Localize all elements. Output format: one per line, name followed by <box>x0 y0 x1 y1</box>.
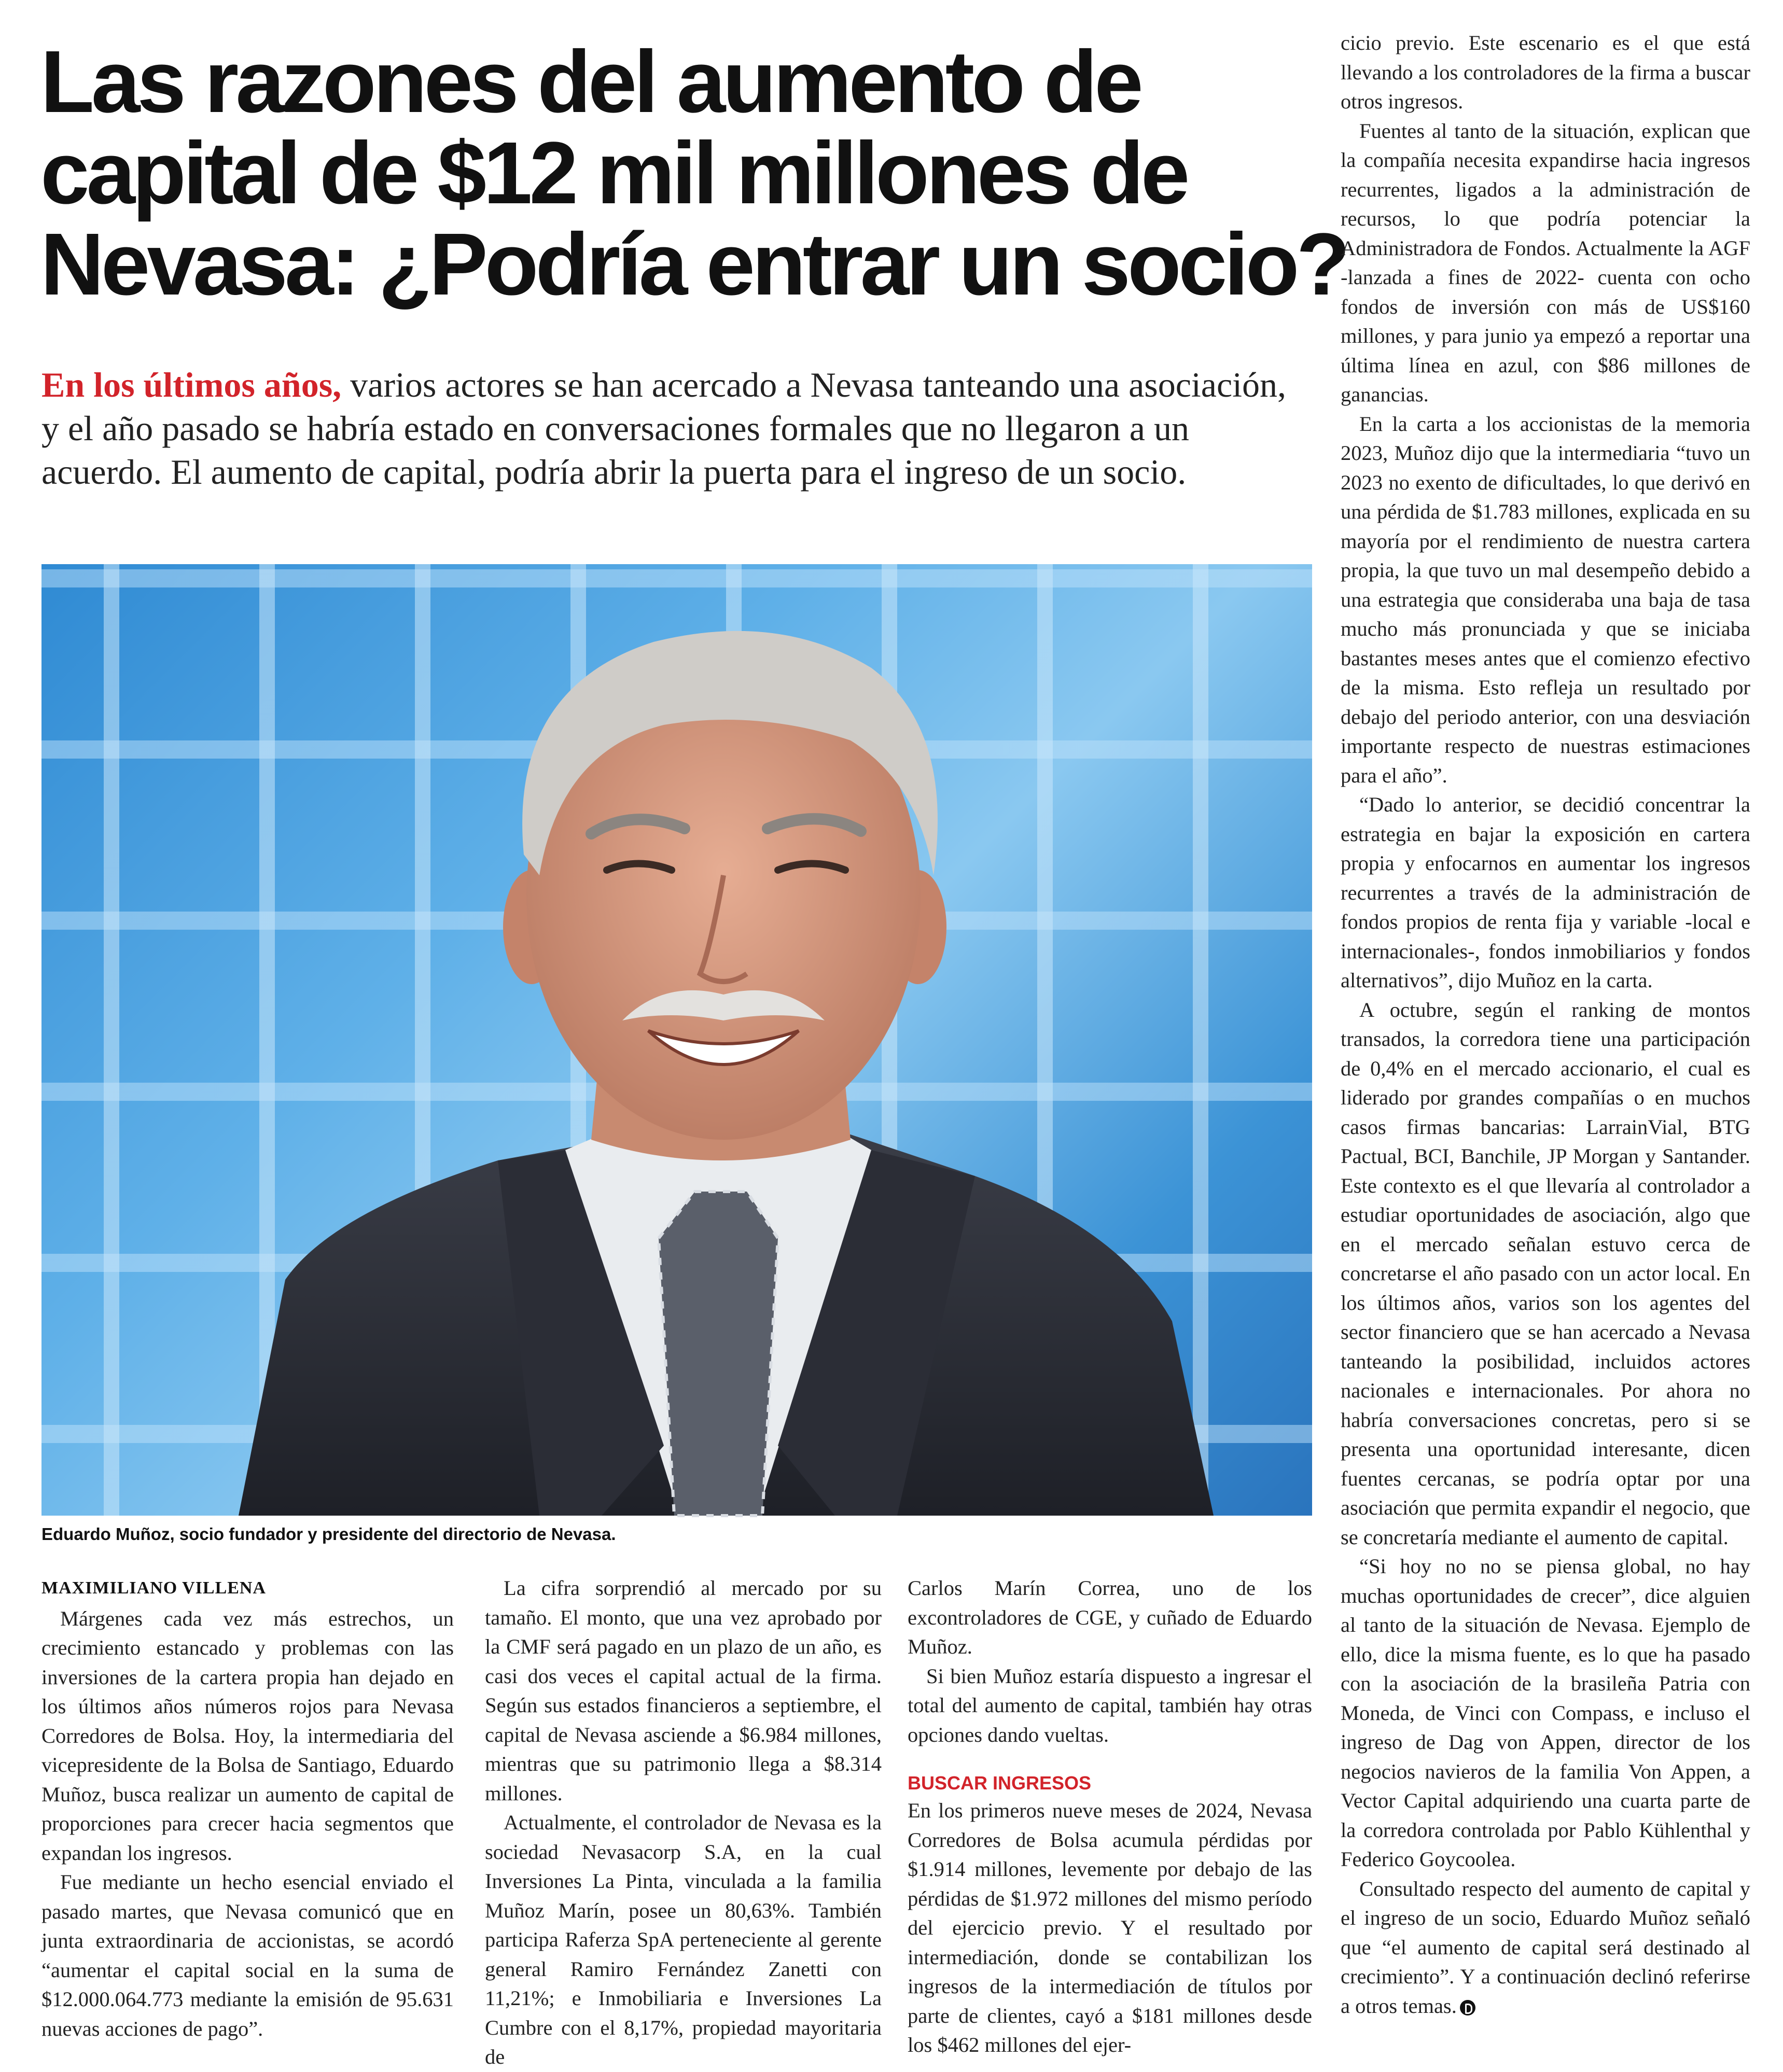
paragraph: “Dado lo anterior, se decidió concentrar la estrategia en bajar la exposición en cartera propia y enfocarnos en aumentar los ingresos recurrentes a través de la administración de fondos propios de renta fija y variable -local e internacionales-, fondos inmobiliarios y fondos alternativos”, dijo Muñoz en la carta. <box>1341 793 1750 992</box>
paragraph: Carlos Marín Correa, uno de los excontroladores de CGE, y cuñado de Eduardo Muñoz. <box>908 1576 1312 1658</box>
paragraph: En la carta a los accionistas de la memoria 2023, Muñoz dijo que la intermediaria “tuvo un 2023 no exento de dificultades, lo que derivó en una pérdida de $1.783 millones, explicada en su mayoría por el rendimiento de nuestra cartera propia, la que tuvo un mal desempeño debido a una estrategia que consideraba una baja de tasa mucho más pronunciada y que se iniciaba bastantes meses antes que el comienzo efectivo de la misma. Esto refleja un resultado por debajo del periodo anterior, con una desviación importante respecto de nuestras estimaciones para el año”. <box>1341 412 1750 787</box>
lede-lead: En los últimos años, <box>41 365 342 404</box>
last-paragraph-text: Consultado respecto del aumento de capital y el ingreso de un socio, Eduardo Muñoz señaló que “el aumento de capital será destinado al crecimiento”. Y a continuación declinó referirse a otros temas. <box>1341 1877 1750 2018</box>
byline: MAXIMILIANO VILLENA <box>41 1578 267 1598</box>
headline-line-3: Nevasa: ¿Podría entrar un socio? <box>40 215 1347 314</box>
portrait-photo <box>41 564 1312 1516</box>
paragraph: A octubre, según el ranking de montos transados, la corredora tiene una participación de 0,4% en el mercado accionario, el cual es liderado por grandes compañías o en muchos casos firmas bancarias: LarrainVial, BTG Pactual, BCI, Banchile, JP Morgan y Santander. Este contexto es el que llevaría al controlador a estudiar oportunidades de asociación, algo que en el mercado señalan estuvo cerca de concretarse el año pasado con un actor local. En los últimos años, varios son los agentes del sector financiero que se han acercado a Nevasa tanteando la posibilidad, incluidos actores nacionales e internacionales. Por ahora no habría conversaciones concretas, pero si se presenta una oportunidad interesante, dicen fuentes cercanas, se podría optar por una asociación que permita expandir el negocio, que se concretaría mediante el aumento de capital. <box>1341 998 1750 1549</box>
lede <box>41 363 1307 494</box>
paragraph: Márgenes cada vez más estrechos, un crecimiento estancado y problemas con las inversiones de la cartera propia han dejado en los últimos años números rojos para Nevasa Corredores de Bolsa. Hoy, la intermediaria del vicepresidente de la Bolsa de Santiago, Eduardo Muñoz, busca realizar un aumento de capital de proporciones para crecer hacia segmentos que expandan los ingresos. <box>41 1606 454 1865</box>
paragraph: Si bien Muñoz estaría dispuesto a ingresar el total del aumento de capital, también hay otras opciones dando vueltas. <box>908 1664 1312 1746</box>
last-paragraph <box>1341 1874 1750 2021</box>
portrait-photo-icon <box>41 564 1312 1516</box>
headline <box>40 33 1347 314</box>
headline-line-1: Las razones del aumento de <box>40 33 1140 131</box>
article-column-2 <box>485 1574 882 2072</box>
article-column-3 <box>908 1574 1312 2060</box>
paragraph: “Si hoy no no se piensa global, no hay muchas oportunidades de crecer”, dice alguien al tanto de la situación de Nevasa. Ejemplo de ello, dice la misma fuente, es lo que ha pasado con la asociación de la brasileña Patria con Moneda, de Vinci con Compass, e incluso el ingreso de Dag von Appen, director de los negocios navieros de la familia Von Appen, a Vector Capital adquiriendo una cuarta parte de la corredora controlada por Pablo Kühlenthal y Federico Goycoolea. <box>1341 1555 1750 1871</box>
headline-line-2: capital de $12 mil millones de <box>40 124 1187 222</box>
article-column-4 <box>1341 29 1750 2021</box>
paragraph: La cifra sorprendió al mercado por su tamaño. El monto, que una vez aprobado por la CMF será pagado en un plazo de un año, es casi dos veces el capital actual de la firma. Según sus estados financieros a septiembre, el capital de Nevasa asciende a $6.984 millones, mientras que su patrimonio llega a $8.314 millones. <box>485 1576 882 1805</box>
lede-text: varios actores se han acercado a Nevasa tanteando una asociación, y el año pasado se habría estado en conversaciones formales que no llegaron a un acuerdo. El aumento de capital, podría abrir la puerta para el ingreso de un socio. <box>41 365 1287 492</box>
photo-caption: Eduardo Muñoz, socio fundador y presidente del directorio de Nevasa. <box>41 1524 616 1544</box>
paragraph: cicio previo. Este escenario es el que está llevando a los controladores de la firma a buscar otros ingresos. <box>1341 31 1750 113</box>
paragraph: En los primeros nueve meses de 2024, Nevasa Corredores de Bolsa acumula pérdidas por $1.914 millones, levemente por debajo de las pérdidas de $1.972 millones del mismo período del ejercicio previo. Y el resultado por intermediación, donde se contabilizan los ingresos de la intermediación de títulos por parte de clientes, cayó a $181 millones desde los $462 millones del ejer- <box>908 1799 1312 2056</box>
article-column-1 <box>41 1574 454 2043</box>
section-subhead: BUSCAR INGRESOS <box>908 1772 1092 1794</box>
paragraph: Actualmente, el controlador de Nevasa es la sociedad Nevasacorp S.A, en la cual Inversiones La Pinta, vinculada a la familia Muñoz Marín, posee un 80,63%. También participa Raferza SpA perteneciente al gerente general Ramiro Fernández Zanetti con 11,21%; e Inmobiliaria e Inversiones La Cumbre con el 8,17%, propiedad mayoritaria de <box>485 1811 882 2068</box>
paragraph: Fue mediante un hecho esencial enviado el pasado martes, que Nevasa comunicó que en junta extraordinaria de accionistas, se acordó “aumentar el capital social en la suma de $12.000.064.773 mediante la emisión de 95.631 nuevas acciones de pago”. <box>41 1870 454 2040</box>
publication-logo-icon <box>1460 2000 1475 2015</box>
paragraph: Fuentes al tanto de la situación, explican que la compañía necesita expandirse hacia ingresos recurrentes, ligados a la administración de recursos, lo que podría potenciar la Administradora de Fondos. Actualmente la AGF -lanzada a fines de 2022- cuenta con ocho fondos de inversión con más de US$160 millones, y para junio ya empezó a reportar una última línea en azul, con $86 millones de ganancias. <box>1341 119 1750 406</box>
